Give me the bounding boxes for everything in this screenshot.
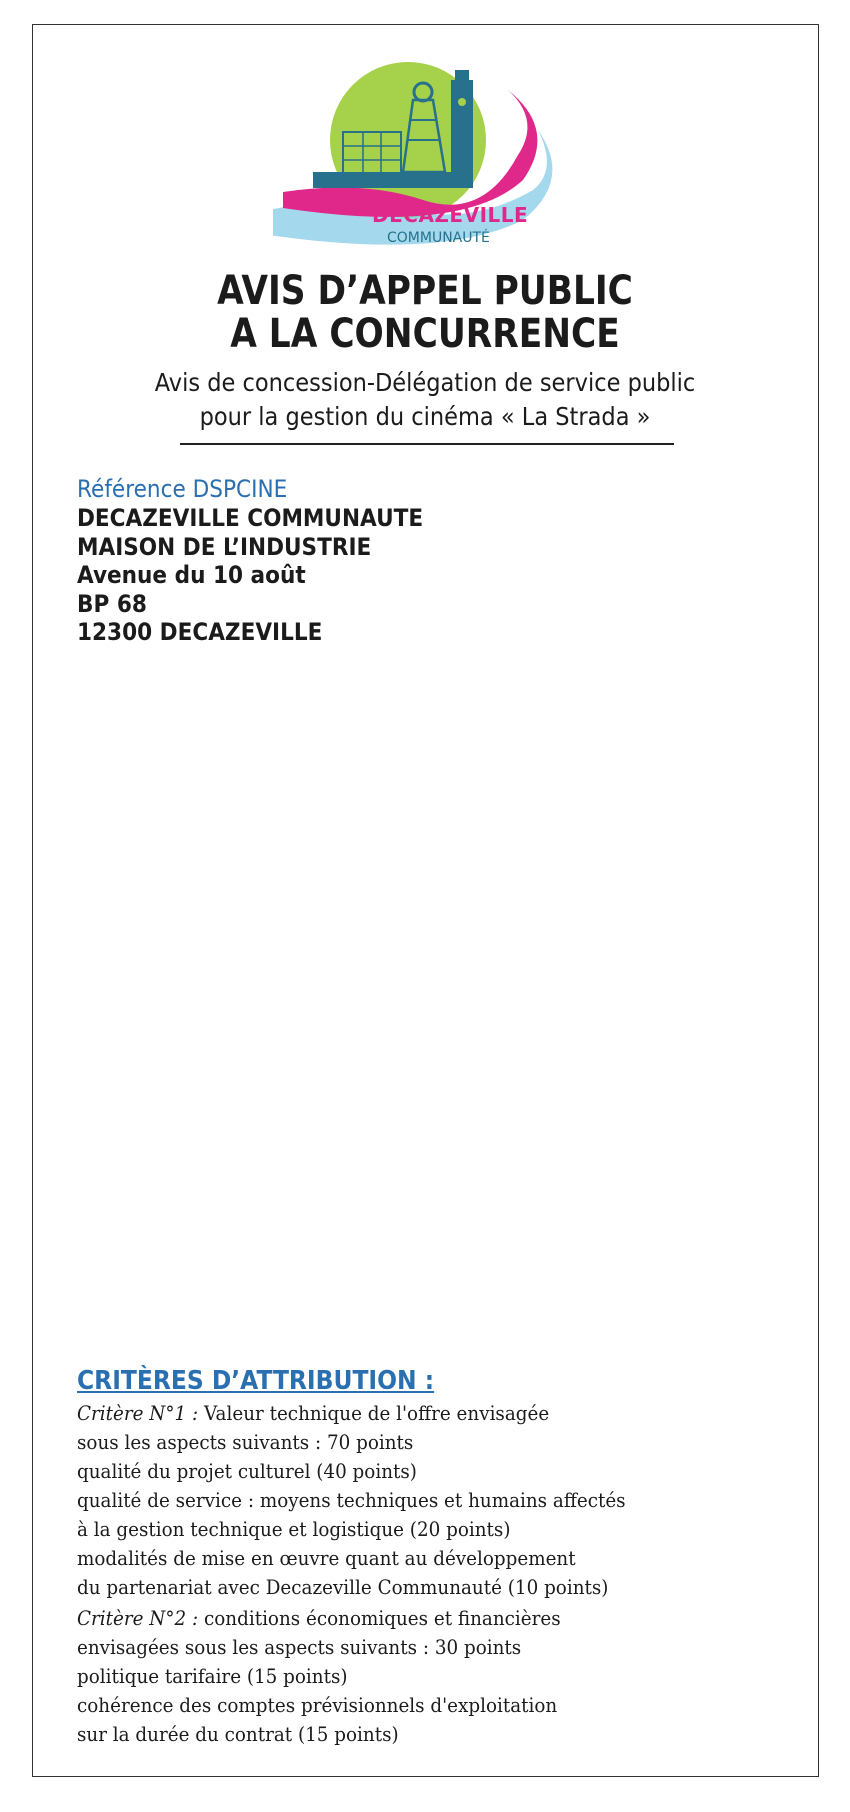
critere-1-line: modalités de mise en œuvre quant au développement (77, 1547, 576, 1570)
critere-2-line: envisagées sous les aspects suivants : 30 points (77, 1636, 522, 1659)
logo-subname: COMMUNAUTÉ (387, 230, 490, 246)
critere-1-line: à la gestion technique et logistique (20 points) (77, 1518, 511, 1541)
critere-2-line: sur la durée du contrat (15 points) (77, 1723, 399, 1746)
critere-2-line: politique tarifaire (15 points) (77, 1665, 348, 1688)
reference: Référence DSPCINE (77, 475, 288, 503)
critere-2-text: conditions économiques et financières (198, 1607, 561, 1630)
title-line-1: AVIS D’APPEL PUBLIC (217, 268, 633, 314)
address-line: BP 68 (77, 589, 147, 618)
subtitle-line-2: pour la gestion du cinéma « La Strada » (199, 402, 651, 431)
address-block (77, 504, 423, 647)
title-line-2: A LA CONCURRENCE (230, 311, 620, 357)
address-line: DECAZEVILLE COMMUNAUTE (77, 504, 424, 532)
critere-1-label: Critère N°1 : (77, 1402, 199, 1425)
address-line: MAISON DE L’INDUSTRIE (77, 532, 372, 561)
critere-1-block (77, 1399, 626, 1602)
critere-1-line: qualité du projet culturel (40 points) (77, 1460, 417, 1483)
critere-2-label: Critère N°2 : (77, 1607, 199, 1630)
critere-1-line: du partenariat avec Decazeville Communauté (10 points) (77, 1576, 609, 1599)
logo-name: DECAZEVILLE (372, 203, 529, 227)
critere-1-line: qualité de service : moyens techniques et humains affectés (77, 1489, 626, 1512)
subtitle-rule (180, 443, 674, 445)
critere-2-line: cohérence des comptes prévisionnels d'exploitation (77, 1694, 558, 1717)
address-line: 12300 DECAZEVILLE (77, 618, 323, 646)
critere-1-text: Valeur technique de l'offre envisagée (198, 1402, 550, 1425)
subtitle-line-1: Avis de concession-Délégation de service public (154, 368, 696, 397)
address-line: Avenue du 10 août (77, 561, 306, 589)
critere-1-line: sous les aspects suivants : 70 points (77, 1431, 414, 1454)
criteres-heading: CRITÈRES D’ATTRIBUTION : (77, 1366, 435, 1396)
critere-2-block (77, 1604, 561, 1749)
